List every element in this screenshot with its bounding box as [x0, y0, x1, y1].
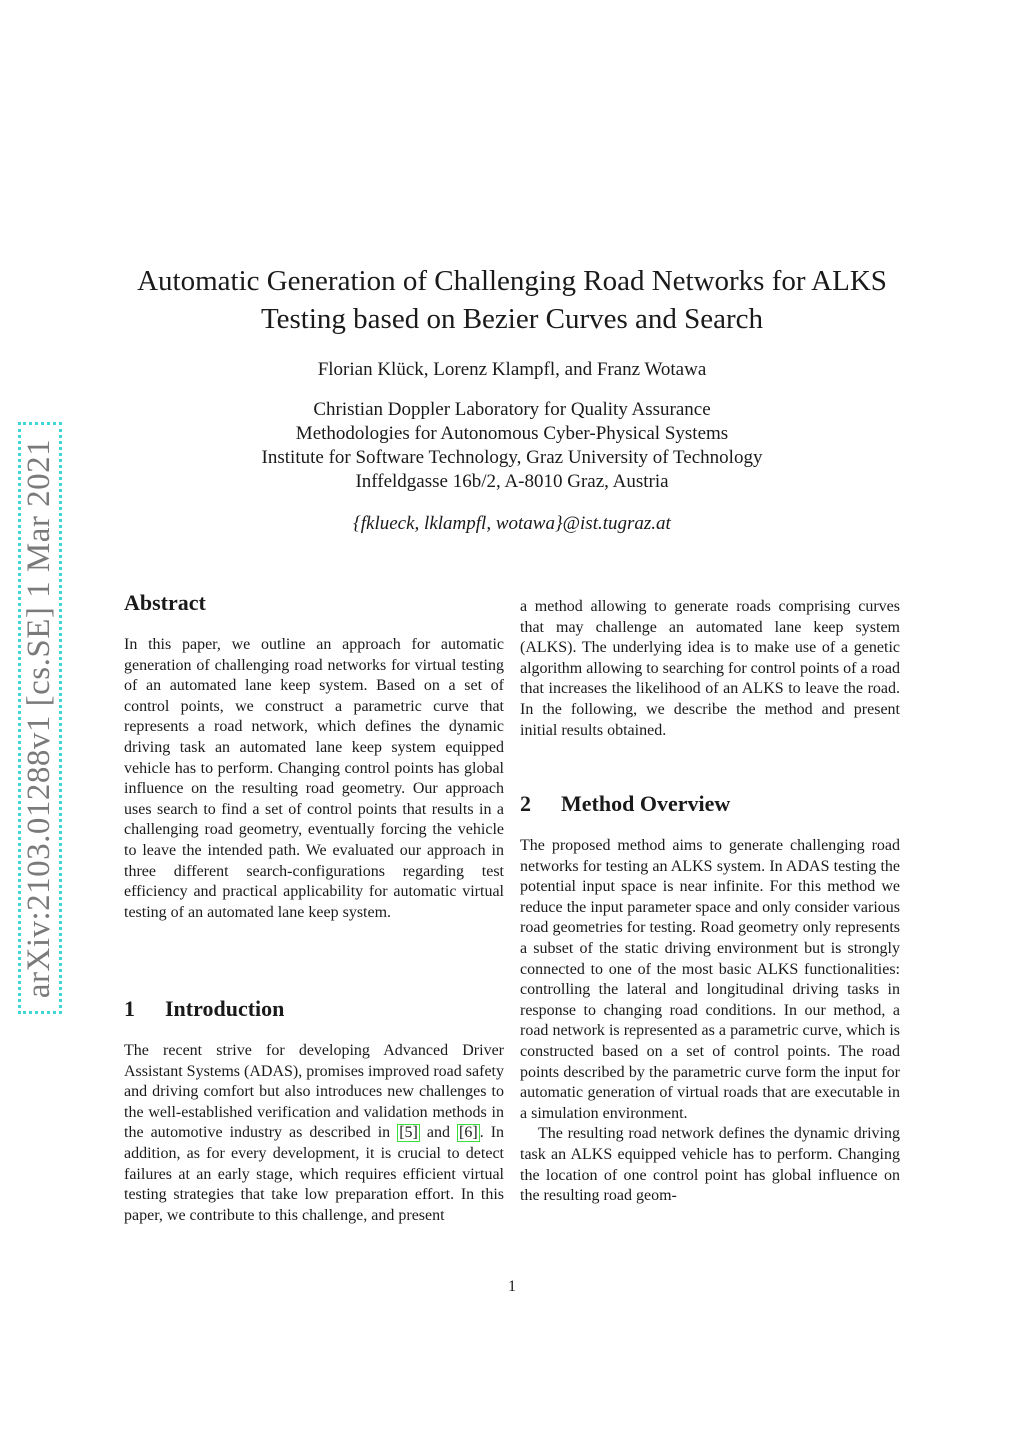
author-emails: [100, 512, 924, 536]
right-column-continuation: [520, 597, 900, 741]
citation-link[interactable]: [6]: [459, 1124, 478, 1142]
method-paragraph-1: The proposed method aims to generate challenging road networks for testing an ALKS system. In ADAS testing the potential input space is near infinite. For this method we reduce the input parameter space and only consider various road geometries for testing. Road geometry only represents a subset of the static driving environment but is strongly connected to one of the most basic ALKS functionalities: controlling the lateral and longitudinal driving tasks in response to changing road conditions. In our method, a road network is represented as a parametric curve, which is constructed based on a set of control points. The road points described by the parametric curve form the input for automatic generation of virtual roads that are executable in a simulation environment.: [520, 837, 900, 1122]
introduction-heading: [124, 996, 284, 1022]
title-line-2: Testing based on Bezier Curves and Search: [260, 303, 764, 335]
section-number: 2: [520, 791, 531, 816]
intro-text-part: The recent strive for developing Advanced Driver Assistant Systems (ADAS), promises improved road safety and driving comfort but also introduces new challenges to the well-established verification and validation methods in the automotive industry as described in: [124, 1042, 504, 1142]
paper-title: [100, 262, 924, 338]
abstract-body: [124, 635, 504, 923]
method-overview-heading: [520, 791, 730, 817]
section-title: Introduction: [165, 996, 285, 1021]
introduction-paragraph: [124, 1041, 504, 1226]
section-number: 1: [124, 996, 135, 1021]
affiliation-line: Christian Doppler Laboratory for Quality Assurance: [313, 399, 711, 420]
citation-link[interactable]: [5]: [399, 1124, 418, 1142]
method-overview-body: [520, 836, 900, 1207]
arxiv-identifier-stamp[interactable]: [18, 422, 62, 1014]
affiliation-line: Inffeldgasse 16b/2, A-8010 Graz, Austria: [355, 471, 669, 492]
email-domain: @ist.tugraz.at: [562, 513, 671, 534]
title-line-1: Automatic Generation of Challenging Road Networks for ALKS: [137, 265, 887, 297]
affiliation-line: Methodologies for Autonomous Cyber-Physical Systems: [295, 423, 729, 444]
page-number: 1: [508, 1278, 516, 1295]
author-list: Florian Klück, Lorenz Klampfl, and Franz Wotawa: [317, 359, 707, 380]
method-paragraph-2: The resulting road network defines the dynamic driving task an ALKS equipped vehicle has to perform. Changing the location of one control point has global influence on the resulting road geom-: [520, 1125, 900, 1205]
abstract-heading: Abstract: [124, 590, 206, 615]
affiliation-block: [100, 398, 924, 494]
affiliation-line: Institute for Software Technology, Graz University of Technology: [261, 447, 763, 468]
intro-text-part: and: [426, 1124, 450, 1142]
continuation-paragraph: a method allowing to generate roads comprising curves that may challenge an automated lane keep system (ALKS). The underlying idea is to make use of a genetic algorithm allowing to searching for control points of a road that increases the likelihood of an ALKS to leave the road. In the following, we describe the method and present initial results obtained.: [520, 598, 900, 739]
email-usernames: {fklueck, lklampfl, wotawa}: [353, 513, 563, 534]
intro-text-part: . In addition, as for every development, it is crucial to detect failures at an early stage, which requires efficient virtual testing strategies that take low preparation effort. In this paper, we contribute to this challenge, and present: [124, 1124, 505, 1224]
arxiv-identifier: arXiv:2103.01288v1 [cs.SE] 1 Mar 2021: [21, 438, 58, 998]
section-title: Method Overview: [561, 791, 731, 816]
introduction-body: [124, 1041, 504, 1226]
abstract-text: In this paper, we outline an approach for automatic generation of challenging road networks for virtual testing of an automated lane keep system. Based on a set of control points, we construct a parametric curve that represents a road network, which defines the dynamic driving task an automated lane keep system equipped vehicle has to perform. Changing control points has global influence on the resulting road geometry. Our approach uses search to find a set of control points that results in a challenging road geometry, eventually forcing the vehicle to leave the intended path. We evaluated our approach in three different search-configurations regarding test efficiency and practical applicability for automatic virtual testing of an automated lane keep system.: [124, 636, 504, 921]
